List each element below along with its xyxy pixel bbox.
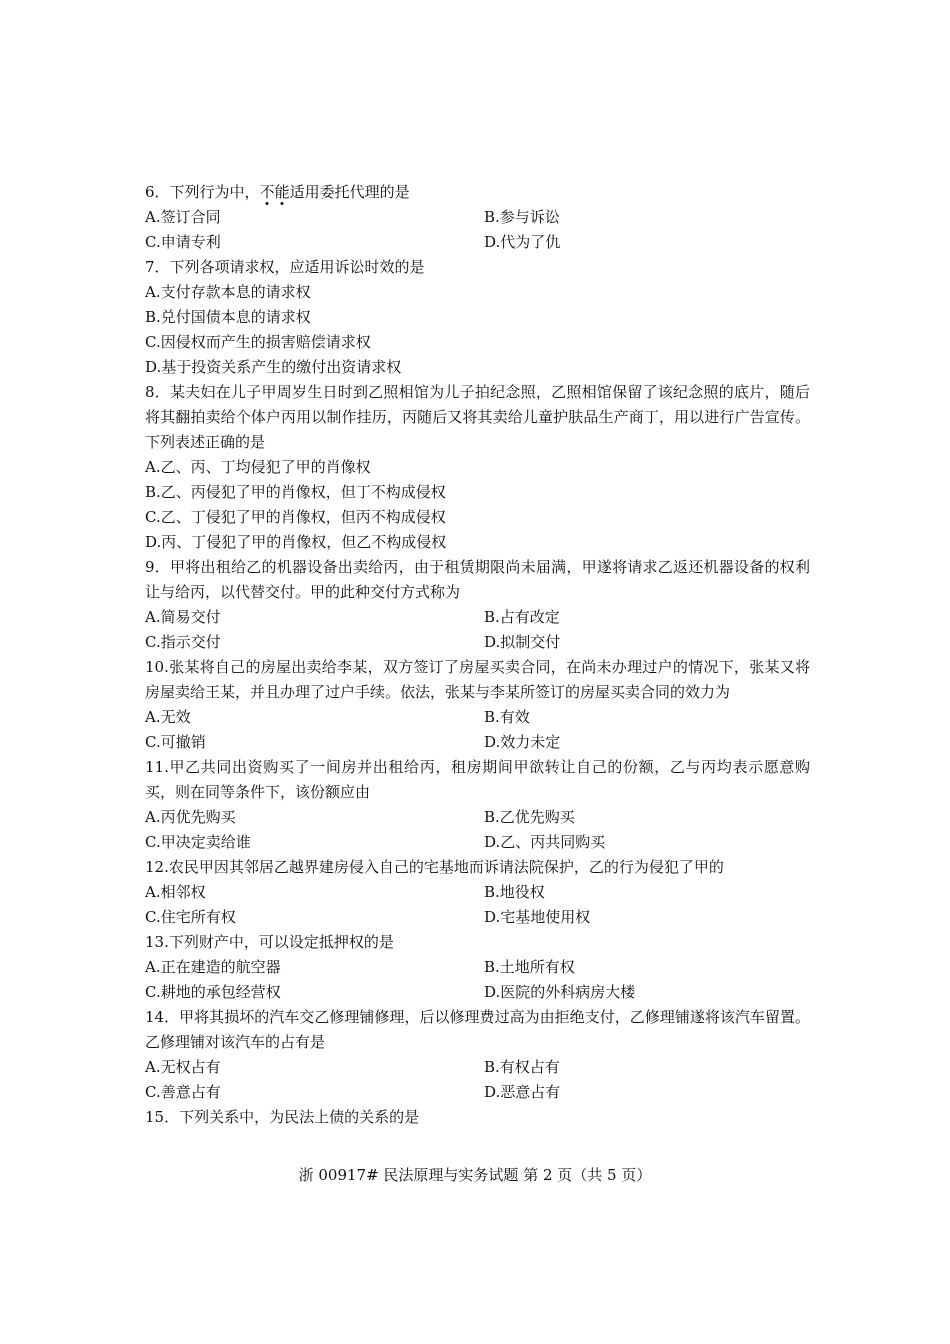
emphasis-char: 能 <box>274 183 290 201</box>
question-12-options-row-1 <box>145 880 810 905</box>
option-b: B.地役权 <box>484 883 545 901</box>
emphasis-char: 不 <box>259 183 275 201</box>
stem-text: 适用委托代理的是 <box>289 183 410 201</box>
question-15-stem: 15．下列关系中，为民法上债的关系的是 <box>145 1108 420 1126</box>
option-b: B.有权占有 <box>484 1058 560 1076</box>
question-6-options-row-2 <box>145 230 810 255</box>
question-9-stem: 9．甲将出租给乙的机器设备出卖给丙，由于租赁期限尚未届满，甲遂将请求乙返还机器设备的权利让与给丙，以代替交付。甲的此种交付方式称为 <box>145 558 810 601</box>
option-d: D.宅基地使用权 <box>484 908 591 926</box>
question-10-stem: 10.张某将自己的房屋出卖给李某，双方签订了房屋买卖合同，在尚未办理过户的情况下，张某又将房屋卖给王某，并且办理了过户手续。依法，张某与李某所签订的房屋买卖合同的效力为 <box>145 658 810 701</box>
question-11-options-row-1 <box>145 805 810 830</box>
option-c: C.可撤销 <box>145 733 206 751</box>
option-b: B.乙、丙侵犯了甲的肖像权，但丁不构成侵权 <box>145 483 446 501</box>
option-a: A.正在建造的航空器 <box>145 958 281 976</box>
option-d: D.拟制交付 <box>484 633 561 651</box>
option-c: C.甲决定卖给谁 <box>145 833 251 851</box>
option-c: C.耕地的承包经营权 <box>145 983 281 1001</box>
stem-text: 6．下列行为中， <box>145 183 260 201</box>
question-14-options-row-1 <box>145 1055 810 1080</box>
option-d: D.乙、丙共同购买 <box>484 833 606 851</box>
question-10-options-row-2 <box>145 730 810 755</box>
option-d: D.基于投资关系产生的缴付出资请求权 <box>145 358 402 376</box>
option-b: B.兑付国债本息的请求权 <box>145 308 311 326</box>
option-a: A.丙优先购买 <box>145 808 236 826</box>
question-12-stem: 12.农民甲因其邻居乙越界建房侵入自己的宅基地而诉请法院保护，乙的行为侵犯了甲的 <box>145 858 724 876</box>
option-a: A.简易交付 <box>145 608 221 626</box>
option-d: D.医院的外科病房大楼 <box>484 983 636 1001</box>
page-footer: 浙 00917# 民法原理与实务试题 第 2 页（共 5 页） <box>298 1166 652 1184</box>
option-a: A.签订合同 <box>145 208 221 226</box>
option-a: A.支付存款本息的请求权 <box>145 283 311 301</box>
question-13-stem: 13.下列财产中，可以设定抵押权的是 <box>145 933 394 951</box>
option-b: B.占有改定 <box>484 608 560 626</box>
question-9-options-row-1 <box>145 605 810 630</box>
option-b: B.有效 <box>484 708 530 726</box>
option-a: A.无权占有 <box>145 1058 221 1076</box>
exam-page-content <box>145 180 810 1130</box>
option-a: A.乙、丙、丁均侵犯了甲的肖像权 <box>145 458 371 476</box>
option-b: B.参与诉讼 <box>484 208 560 226</box>
question-7-stem: 7．下列各项请求权，应适用诉讼时效的是 <box>145 258 425 276</box>
question-9-options-row-2 <box>145 630 810 655</box>
option-c: C.乙、丁侵犯了甲的肖像权，但丙不构成侵权 <box>145 508 446 526</box>
option-c: C.善意占有 <box>145 1083 221 1101</box>
option-d: D.代为了仇 <box>484 233 561 251</box>
option-d: D.效力未定 <box>484 733 561 751</box>
option-c: C.因侵权而产生的损害赔偿请求权 <box>145 333 371 351</box>
question-12-options-row-2 <box>145 905 810 930</box>
question-14-stem: 14．甲将其损坏的汽车交乙修理铺修理，后以修理费过高为由拒绝支付，乙修理铺遂将该汽车留置。乙修理铺对该汽车的占有是 <box>145 1008 810 1051</box>
option-a: A.相邻权 <box>145 883 206 901</box>
question-8-stem: 8．某夫妇在儿子甲周岁生日时到乙照相馆为儿子拍纪念照，乙照相馆保留了该纪念照的底片，随后将其翻拍卖给个体户丙用以制作挂历，丙随后又将其卖给儿童护肤品生产商丁，用以进行广告宣传。下列表述正确的是 <box>145 383 810 451</box>
question-10-options-row-1 <box>145 705 810 730</box>
option-b: B.乙优先购买 <box>484 808 575 826</box>
question-13-options-row-1 <box>145 955 810 980</box>
option-c: C.住宅所有权 <box>145 908 236 926</box>
question-14-options-row-2 <box>145 1080 810 1105</box>
question-11-stem: 11.甲乙共同出资购买了一间房并出租给丙，租房期间甲欲转让自己的份额，乙与丙均表示愿意购买，则在同等条件下，该份额应由 <box>145 758 810 801</box>
option-d: D.恶意占有 <box>484 1083 561 1101</box>
option-c: C.申请专利 <box>145 233 221 251</box>
question-11-options-row-2 <box>145 830 810 855</box>
option-d: D.丙、丁侵犯了甲的肖像权，但乙不构成侵权 <box>145 533 447 551</box>
question-6-stem <box>145 180 810 205</box>
question-13-options-row-2 <box>145 980 810 1005</box>
option-c: C.指示交付 <box>145 633 221 651</box>
option-b: B.土地所有权 <box>484 958 575 976</box>
question-6-options-row-1 <box>145 205 810 230</box>
option-a: A.无效 <box>145 708 191 726</box>
